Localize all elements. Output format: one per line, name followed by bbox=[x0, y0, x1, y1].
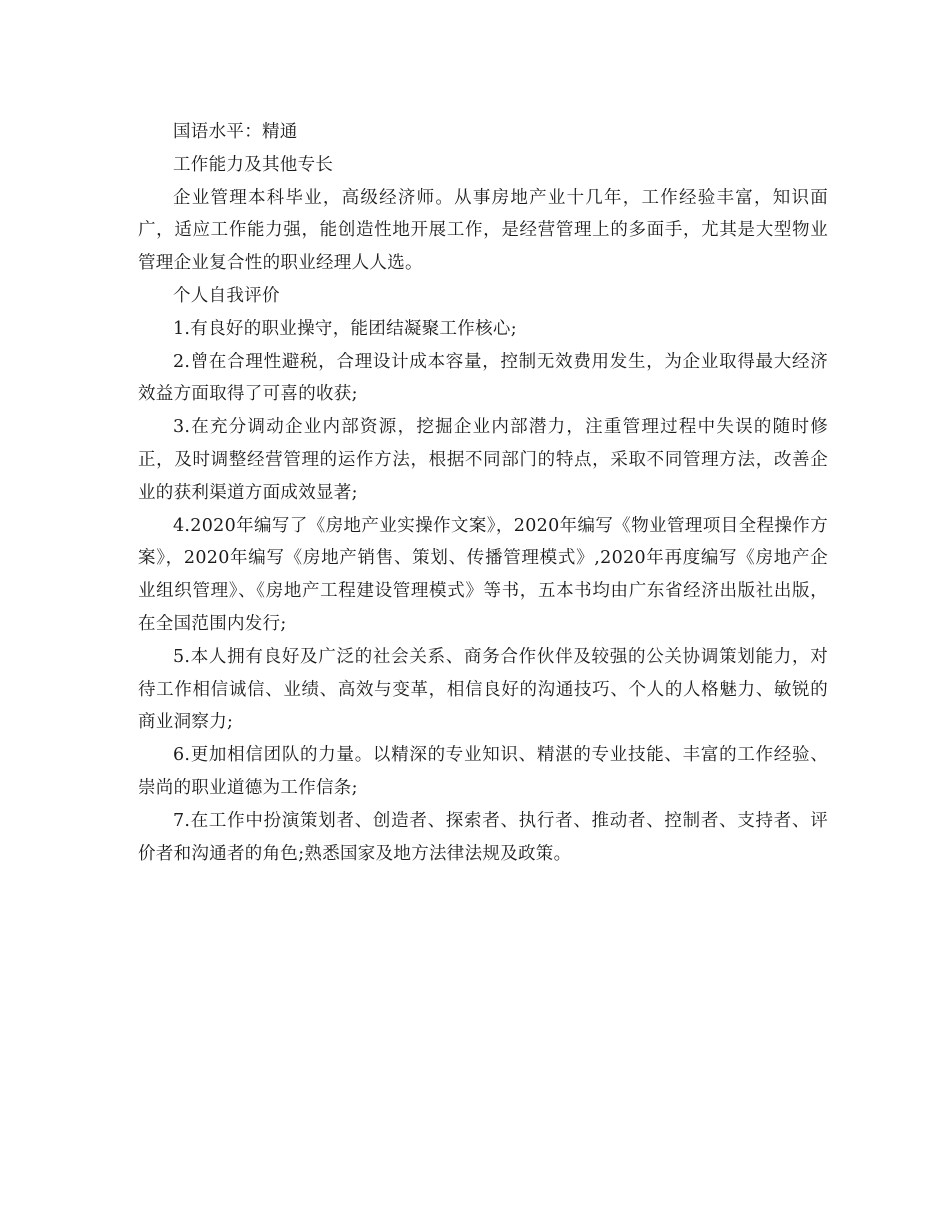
self-evaluation-item-7: 7.在工作中扮演策划者、创造者、探索者、执行者、推动者、控制者、支持者、评价者和沟通者的角色;熟悉国家及地方法律法规及政策。 bbox=[138, 810, 828, 864]
self-evaluation-item-1: 1.有良好的职业操守，能团结凝聚工作核心; bbox=[173, 318, 517, 339]
self-evaluation-item-6: 6.更加相信团队的力量。以精深的专业知识、精湛的专业技能、丰富的工作经验、崇尚的职业道德为工作信条; bbox=[138, 745, 828, 798]
self-evaluation-item-4: 4.2020年编写了《房地产业实操作文案》，2020年编写《物业管理项目全程操作方案》，2020年编写《房地产销售、策划、传播管理模式》,2020年再度编写《房地产企业组织管理》、《房地产工程建设管理模式》等书，五本书均由广东省经济出版社出版，在全国范围内发行; bbox=[138, 515, 828, 634]
self-evaluation-item-5: 5.本人拥有良好及广泛的社会关系、商务合作伙伴及较强的公关协调策划能力，对待工作相信诚信、业绩、高效与变革，相信良好的沟通技巧、个人的人格魅力、敏锐的商业洞察力; bbox=[138, 646, 828, 733]
document-body bbox=[138, 116, 828, 870]
section-heading-self-evaluation: 个人自我评价 bbox=[173, 285, 280, 306]
language-level-line: 国语水平：精通 bbox=[173, 122, 298, 142]
self-evaluation-item-2: 2.曾在合理性避税，合理设计成本容量，控制无效费用发生，为企业取得最大经济效益方面取得了可喜的收获; bbox=[138, 351, 828, 405]
section-heading-abilities: 工作能力及其他专长 bbox=[173, 154, 334, 175]
abilities-paragraph: 企业管理本科毕业，高级经济师。从事房地产业十几年，工作经验丰富，知识面广，适应工作能力强，能创造性地开展工作，是经营管理上的多面手，尤其是大型物业管理企业复合性的职业经理人人选。 bbox=[138, 187, 828, 274]
self-evaluation-item-3: 3.在充分调动企业内部资源，挖掘企业内部潜力，注重管理过程中失误的随时修正，及时调整经营管理的运作方法，根据不同部门的特点，采取不同管理方法，改善企业的获利渠道方面成效显著; bbox=[138, 417, 828, 503]
